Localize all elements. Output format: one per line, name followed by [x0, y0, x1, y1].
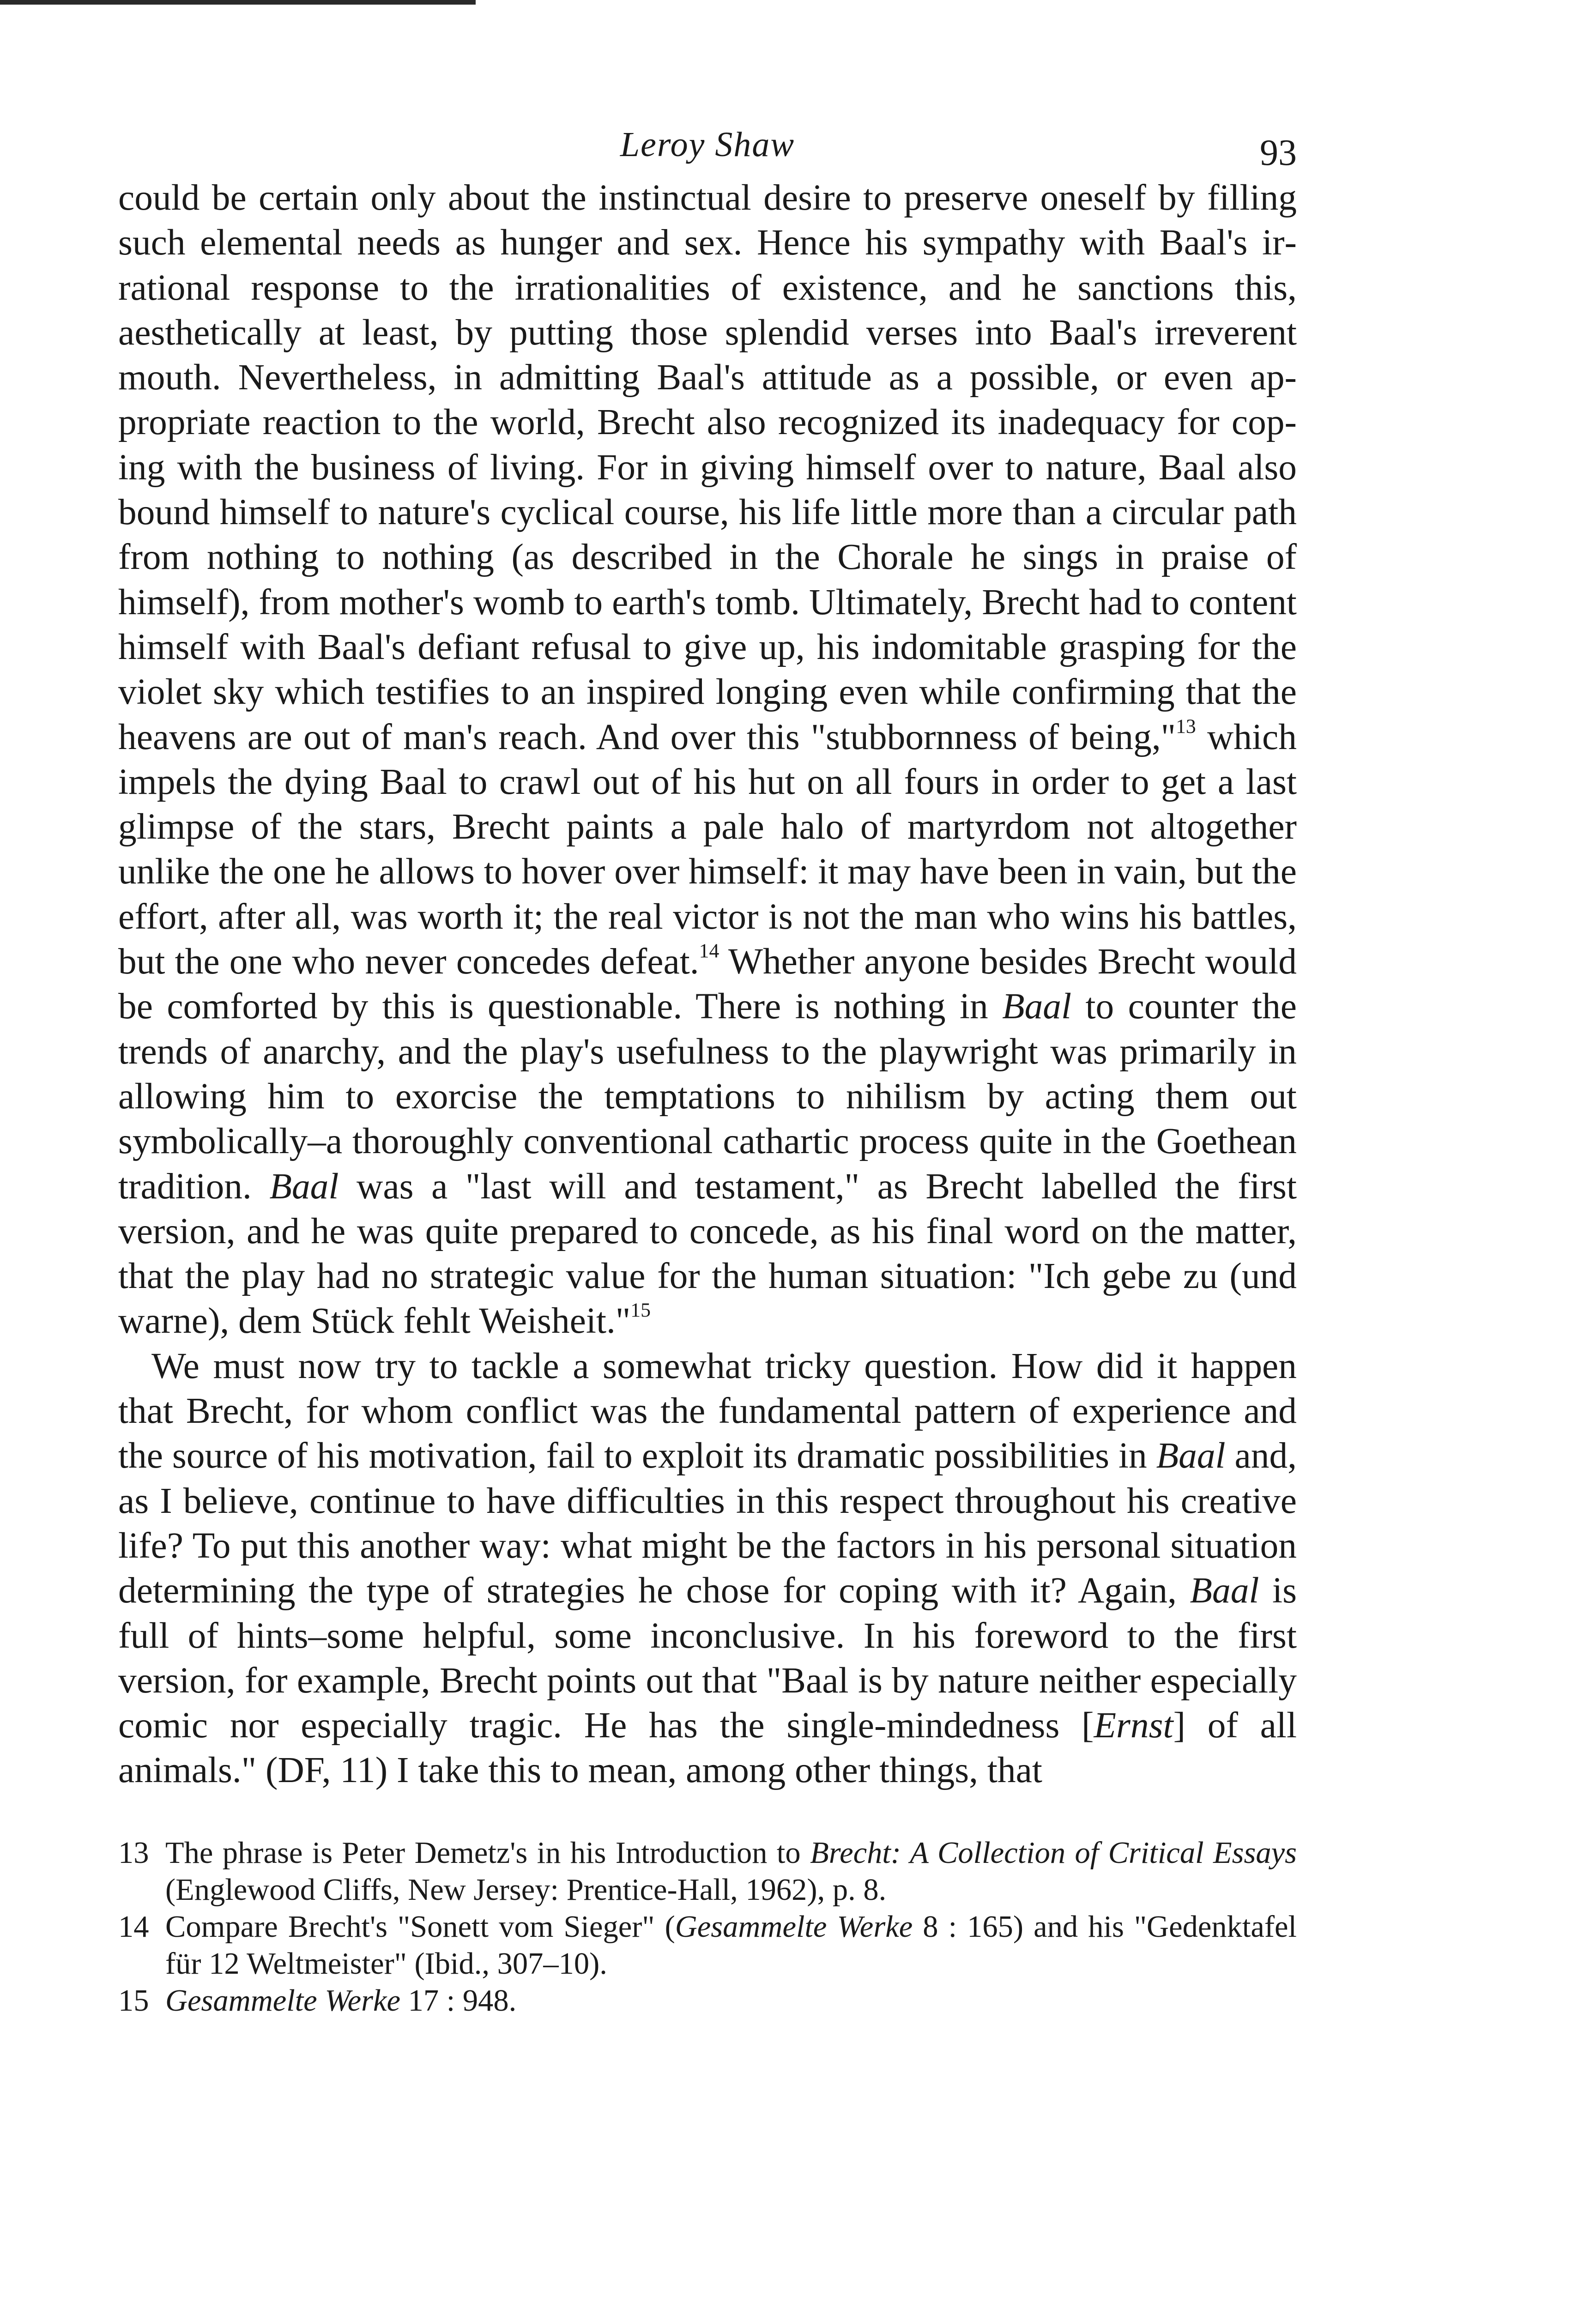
footnote-ref-15: 15: [630, 1299, 651, 1322]
page-number: 93: [1260, 133, 1297, 173]
footnote-cited-title: Gesammelte Werke: [675, 1910, 913, 1944]
footnote-ref-14: 14: [699, 940, 719, 962]
scan-edge-artifact: [0, 0, 476, 5]
title-baal: Baal: [1156, 1435, 1226, 1476]
paragraph-1-text-b: which impels the dying Baal to crawl out of his hut on all fours in order to get a last glimpse of the stars, Brecht paints a pale halo of martyrdom not altogether unlike the one he allows to hover over himself: it may have been in vain, but the effort, after all, was worth it; the real victor is not the man who wins his battles, but the one who never concedes defeat.: [118, 716, 1297, 982]
paragraph-2-text-d: ] of all animals." (DF, 11) I take this to mean, among other things, that: [118, 1705, 1297, 1791]
running-head: [118, 115, 1297, 175]
paragraph-1-text-e: was a "last will and testament," as Brecht labelled the first version, and he was quite prepared to concede, as his final word on the matter, that the play had no strategic value for the human situation: "Ich gebe zu (und warne), dem Stück fehlt Weisheit.": [118, 1166, 1297, 1342]
footnote-text: 17 : 948.: [400, 1983, 517, 2018]
footnote-cited-title: Brecht: A Collection of Critical Essays: [810, 1836, 1297, 1870]
footnote-text: 8 : 165) and his "Gedenktafel für 12 Weltmeister" (Ibid., 307–10).: [165, 1910, 1297, 1981]
footnote-13: [118, 1835, 1297, 1909]
book-page: [118, 115, 1297, 2019]
paragraph-2-text-a: We must now try to tackle a somewhat tricky question. How did it happen that Brecht, for whom conflict was the fundamental pattern of experience and the source of his motivation, fail to exploit its dramatic possibilities in: [118, 1345, 1297, 1476]
title-baal: Baal: [269, 1166, 339, 1207]
title-baal: Baal: [1002, 986, 1072, 1027]
footnote-number: 14: [118, 1910, 149, 1944]
paragraph-2-text-c: is full of hints–some helpful, some inconclusive. In his foreword to the first version, for example, Brecht points out that "Baal is by nature neither especially comic nor especially tragic. He has the single-mindedness [: [118, 1570, 1297, 1746]
footnotes: [118, 1835, 1297, 2019]
paragraph-1-text-c: Whether anyone besides Brecht would be comforted by this is questionable. There is nothing in: [118, 941, 1297, 1027]
footnote-text: Compare Brecht's "Sonett vom Sieger" (: [165, 1910, 675, 1944]
body-text: [118, 175, 1297, 1793]
footnote-cited-title: Gesammelte Werke: [165, 1983, 401, 2018]
running-title: Leroy Shaw: [620, 125, 795, 164]
paragraph-1-text-a: could be certain only about the instinctual desire to preserve oneself by filling such elemental needs as hunger and sex. Hence his sympathy with Baal's irrational response to the irrationalities of existence, and he sanctions this, aesthetically at least, by putting those splendid verses into Baal's irreverent mouth. Nevertheless, in admitting Baal's attitude as a possible, or even appropriate reaction to the world, Brecht also recognized its inadequacy for coping with the business of living. For in giving himself over to nature, Baal also bound himself to nature's cyclical course, his life little more than a circular path from nothing to nothing (as described in the Chorale he sings in praise of himself), from mother's womb to earth's tomb. Ultimately, Brecht had to content himself with Baal's defiant refusal to give up, his indomitable grasping for the violet sky which testifies to an inspired longing even while confirming that the heavens are out of man's reach. And over this "stubbornness of being,": [118, 177, 1297, 757]
paragraph-2: [118, 1344, 1297, 1793]
paragraph-2-text-b: and, as I believe, continue to have difficulties in this respect throughout his creative life? To put this another way: what might be the factors in his personal situation determining the type of strategies he chose for coping with it? Again,: [118, 1435, 1297, 1611]
footnote-number: 13: [118, 1836, 149, 1870]
footnote-ref-13: 13: [1176, 715, 1196, 737]
footnote-text: (Englewood Cliffs, New Jersey: Prentice-Hall, 1962), p. 8.: [165, 1873, 887, 1907]
paragraph-1-text-d: to counter the trends of anarchy, and the play's usefulness to the playwright was primarily in allowing him to exorcise the temptations to nihilism by acting them out symbolically–a thoroughly conventional cathartic process quite in the Goethean tradition.: [118, 986, 1297, 1207]
footnote-number: 15: [118, 1983, 149, 2018]
footnote-15: [118, 1983, 1297, 2019]
paragraph-1: [118, 175, 1297, 1344]
footnote-text: The phrase is Peter Demetz's in his Introduction to: [165, 1836, 810, 1870]
title-baal: Baal: [1190, 1570, 1259, 1611]
term-ernst: Ernst: [1094, 1705, 1173, 1746]
footnote-14: [118, 1909, 1297, 1983]
